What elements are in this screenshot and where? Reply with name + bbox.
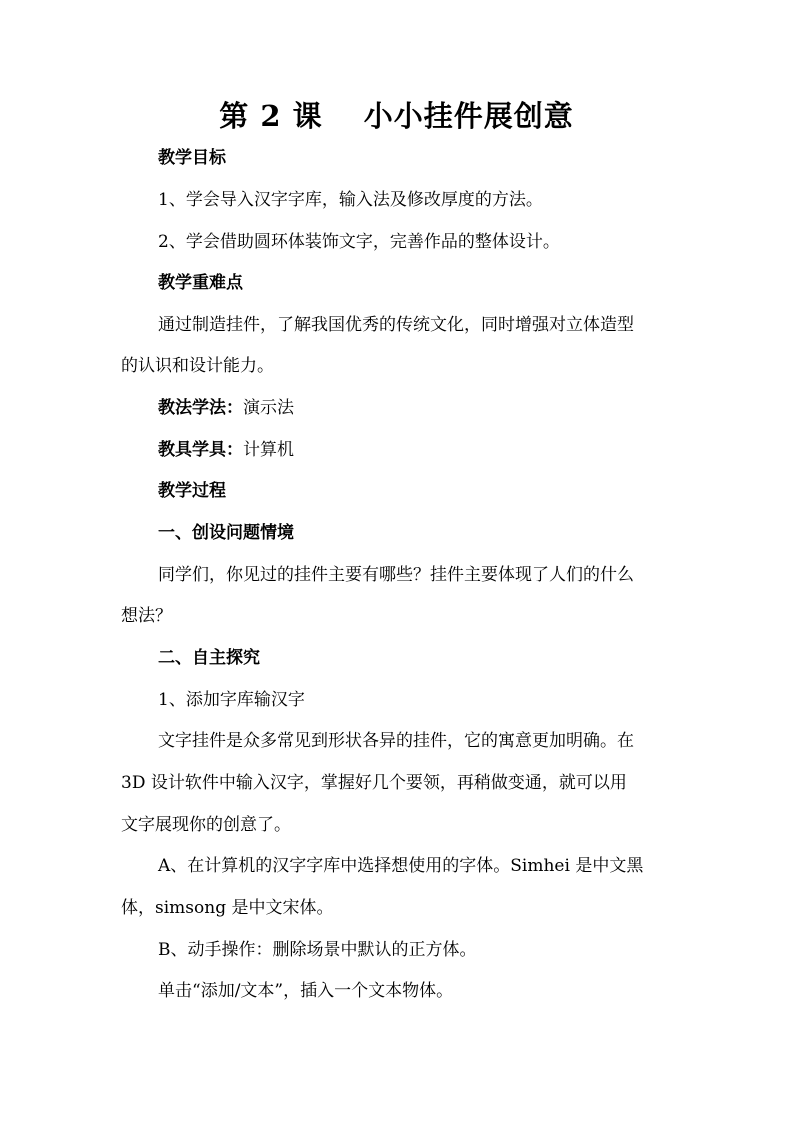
section-1-heading: 一、创设问题情境 [158, 523, 294, 543]
step-b-line-1: B、动手操作：删除场景中默认的正方体。 [158, 940, 477, 960]
step-c-line-1: 单击“添加/文本”，插入一个文本物体。 [158, 981, 454, 1001]
step-a-line-2: 体，simsong 是中文宋体。 [121, 898, 334, 918]
objective-item-1: 1、学会导入汉字字库，输入法及修改厚度的方法。 [158, 190, 543, 210]
section-2-heading: 二、自主探究 [158, 648, 260, 668]
key-points-line-1: 通过制造挂件，了解我国优秀的传统文化，同时增强对立体造型 [158, 315, 634, 335]
method-label: 教法学法： [158, 398, 243, 418]
paragraph-1-line-1: 文字挂件是众多常见到形状各异的挂件，它的寓意更加明确。在 [158, 731, 634, 751]
section-2-sub-1: 1、添加字库输汉字 [158, 690, 305, 710]
section-1-line-1: 同学们，你见过的挂件主要有哪些？挂件主要体现了人们的什么 [158, 565, 634, 585]
step-a-line-1: A、在计算机的汉字字库中选择想使用的字体。Simhei 是中文黑 [158, 856, 644, 876]
process-heading: 教学过程 [158, 481, 226, 501]
paragraph-1-line-3: 文字展现你的创意了。 [121, 815, 291, 835]
key-points-line-2: 的认识和设计能力。 [121, 356, 274, 376]
tools-label: 教具学具： [158, 440, 243, 460]
tools-value: 计算机 [243, 440, 294, 460]
section-1-line-2: 想法？ [121, 606, 172, 626]
method-line [158, 398, 294, 418]
key-points-heading: 教学重难点 [158, 273, 243, 293]
objectives-heading: 教学目标 [158, 148, 226, 168]
objective-item-2: 2、学会借助圆环体装饰文字，完善作品的整体设计。 [158, 232, 560, 252]
lesson-title: 第 2 课 小小挂件展创意 [219, 99, 574, 133]
tools-line [158, 440, 294, 460]
method-value: 演示法 [243, 398, 294, 418]
paragraph-1-line-2: 3D 设计软件中输入汉字，掌握好几个要领，再稍做变通，就可以用 [121, 773, 627, 793]
